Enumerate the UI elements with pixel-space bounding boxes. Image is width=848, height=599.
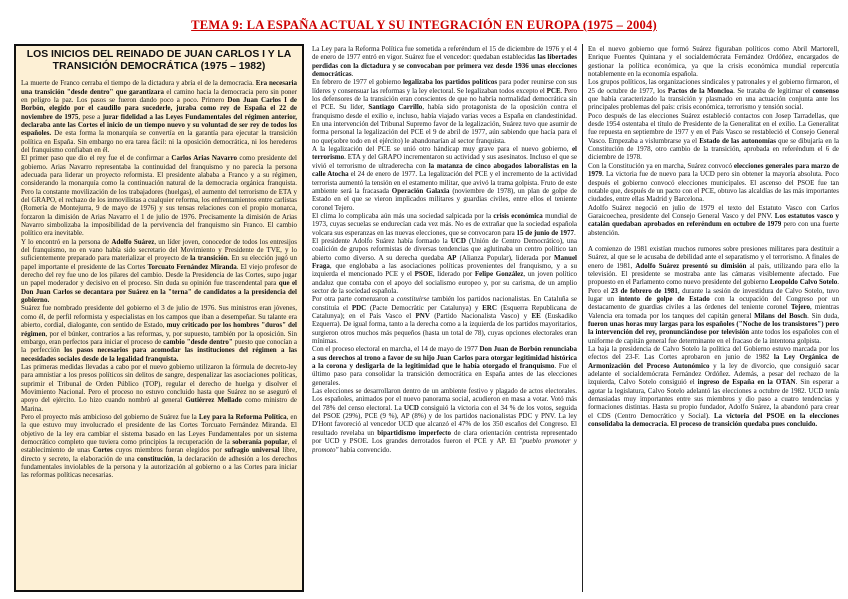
text-run: había convencido.	[338, 445, 392, 454]
text-run: , liderado por	[432, 270, 475, 279]
italic-text: constituirse	[396, 295, 430, 304]
text-run: Los grupos políticos, las organizaciones sindicales y patronales y el gobierno firmaron, el 25 de octubre de 1977, los	[588, 78, 839, 95]
text-run: Por otra parte comenzaron a	[312, 295, 397, 304]
text-run: , el establecimiento de unas	[21, 437, 297, 455]
text-run: (Partido Nacionalista Vasco) y	[429, 312, 532, 320]
text-run: . Sin esperar a agotar la legislatura, Calvo Sotelo adelantó las elecciones a octubre de 1982. UCD tenía demasiadas muy importantes entre sus miembros y dio paso a cuatro tendencias y formaciones distintas. Hasta su propio fundador, Adolfo Suárez, la abandonó para crear el CDS (Centro Democrático y Social).	[588, 378, 839, 420]
text-run: , un líder joven, conocedor de todos los entresijos del franquismo, no en vano había sido secretario del Movimiento y Presidente de TVE, y lo suficientemente preparado para materializar el proyecto de	[21, 237, 297, 263]
bold-text: Carlos Arias Navarro	[171, 154, 238, 163]
text-run: (Euskadiko Ezquerra). De igual forma, tanto a la derecha como a la izquierda de los partidos mayoritarios, surgieron otros muchos más pequeños (hasta un total de 78), cuyas opciones electorales eran mínimas.	[312, 312, 577, 346]
bold-text: PDC	[351, 303, 367, 312]
paragraph	[588, 345, 839, 428]
paragraph	[588, 162, 839, 204]
text-run: (Alianza Popular), liderada por	[456, 253, 555, 262]
page-title: TEMA 9: LA ESPAÑA ACTUAL Y SU INTEGRACIÓN EN EUROPA (1975 – 2004)	[191, 18, 657, 32]
bold-text: UCD	[450, 236, 466, 245]
bold-text: Don Juan de Borbón renunciaba a sus derechos al trono a favor de su hijo Juan Carlos para otorgar legitimidad histórica a la corona y desligarla de la legitimidad que le había otorgado el franquismo	[312, 345, 577, 371]
bold-text: fueron unas horas muy largas para los españoles ("Noche de los transistores") pero la intervención del rey, pronunciándose por televisión	[588, 320, 839, 337]
text-run: . ETA y del GRAPO incrementaron su actividad y sus asesinatos. Incluso el que se vivió el terrorismo de ultraderecha con	[312, 153, 577, 170]
text-run: Adolfo Suárez negoció en julio de 1979 el texto del Estatuto Vasco con Carlos Garaicoechea, presidente del Consejo General Vasco y del PNV.	[588, 203, 839, 220]
bold-text: Torcuato Fernández Miranda	[147, 262, 237, 271]
text-run: El clima lo complicaba aún más una sociedad salpicada por la	[312, 211, 494, 220]
bold-text: AP	[447, 253, 457, 262]
text-run: , en la que estuvo muy involucrado el presidente de las Cortes Torcuato Fernández Miranda. El objetivo de la ley era cambiar el sistema basado en las Leyes Fundamentales por un sistema democrático completo que tuviera como principios la recuperación de la	[21, 412, 298, 446]
paragraph	[21, 238, 297, 305]
bold-text: Don Juan Carlos I de Borbón, elegido por el caudillo para sucederle, juraba como rey de España el 22 de noviembre de 1975	[21, 95, 297, 121]
text-run: , había sido protagonista de la oposición contra el franquismo desde el exilio e, incluso, había viajado varias veces a España en clandestinidad. En una intervención del Tribunal Supremo favor de la legalización, Suárez tuvo que asumir de forma personal la legalización del PCE el 9 de abril de 1977, aún sabiendo que hacía para el no que(sobre todo en el ejército) le abandonarían al sector franquista.	[312, 103, 577, 145]
text-run: . Sin duda,	[807, 311, 839, 320]
bold-text: la Ley Orgánica de Armonización del Proceso Autonómico	[588, 353, 840, 370]
bold-text: la matanza de cinco abogados laboralistas en la calle Atocha	[312, 161, 577, 179]
bold-text: bipartidismo imperfecto	[377, 428, 451, 437]
text-run: .	[351, 70, 354, 79]
text-run: El primer paso que dio el rey fue el de confirmar a	[21, 154, 172, 163]
paragraph	[312, 237, 577, 295]
text-run: , que englobaba a las asociaciones políticas provenientes del franquismo, y a su izquierda el mencionado PCE y el	[312, 261, 577, 279]
text-run: . El viejo profesor de derecho del rey fue uno de los pilares del cambio. Desde la Presidencia de las Cortes, supo jugar un papel moderador y decisivo en el proceso. Sin duda su opinión fue trascendental para	[21, 262, 297, 288]
text-run: pero con una fuerte abstención.	[588, 220, 839, 237]
text-run: Poco después de las elecciones Suárez estableció contactos con Josep Tarradellas, que desde 1954 ostentaba el título de Presidente de la Generalitat en el exilio. La Generalitat fue repuesta en septiembre de 1977 y en el País Vasco se restableció el Consejo General Vasco. Empezaba a vislumbrarse ya el	[588, 111, 839, 145]
text-run: con la ocupación del Congreso por un destacamento de guardias civiles a las órdenes del teniente coronel	[588, 294, 839, 312]
bold-text: UCD	[403, 403, 419, 412]
paragraph	[21, 363, 297, 413]
text-run: En el nuevo gobierno que formó Suárez figuraban políticos como Abril Martorell, Enrique Fuentes Quintana y el socialdemócrata Fernández Ordóñez, encargados de gestionar la política económica, ya que la crisis económica mundial repercutía notablemente en la economía española.	[588, 45, 839, 79]
text-run: Pero el proyecto más ambicioso del gobierno de Suárez fue la	[21, 412, 199, 421]
text-run: ante todos los españoles con el uniforme de capitán general fue determinante en el fracaso de la intentona golpista.	[588, 328, 840, 345]
text-run: mundial de 1973, cuyas secuelas se endurecían cada vez más. No es de extrañar que la sociedad española volcara sus esperanzas en las nuevas elecciones, que se convocaron para	[312, 211, 577, 237]
text-run: . La victoria fue de nuevo para la UCD pero sin obtener la mayoría absoluta. Poco después el gobierno convocó elecciones municipales. El ascenso del PSOE fue tan notable que, después de un pacto con el PCE, obtuvo las alcaldías de las más importantes ciudades, entre ellas Madrid y Barcelona.	[588, 170, 839, 204]
paragraph	[21, 154, 297, 237]
text-run: , mientras Valencia era tomada por los tanques del capitán general	[588, 303, 839, 320]
text-run: Las elecciones se desarrollaron dentro de un ambiente festivo y plagado de actos electorales. Los españoles, animados por el nuevo panorama social, acudieron en masa a votar. Votó más del 78% del censo electoral. La	[312, 387, 577, 412]
paragraph	[21, 79, 297, 154]
bold-text: ingreso de España en la OTAN	[697, 378, 796, 387]
text-run: consiguió la victoria con el 34 % de los votos, seguida del PSOE (29%), PCE (9 %), AP (8%) y de los partidos nacionalistas PDC y PNV. La ley D'Hont favoreció al vencedor UCD que alcanzó el 47% de los 350 escaños del Congreso. El resultado revelaba un	[312, 403, 577, 437]
text-run: . Se trataba de legitimar el	[733, 86, 813, 95]
text-run: , un joven político andaluz que contaba con el apoyo del socialismo europeo y, por su carisma, de un amplio sector de la sociedad española.	[312, 270, 577, 295]
bold-text: legalizaba los partidos políticos	[402, 78, 498, 87]
bold-text: soberanía popular	[232, 437, 288, 446]
text-run: libre, directo y secreto, la elaboración de una	[21, 446, 297, 463]
bold-text: sufragio universal	[224, 446, 280, 455]
text-run: .	[574, 228, 576, 237]
paragraph	[312, 45, 577, 78]
text-run: En febrero de 1977 el gobierno	[312, 78, 403, 87]
paragraph	[21, 413, 297, 480]
paragraph	[312, 145, 577, 212]
bold-text: Ley para la Reforma Política	[198, 412, 287, 421]
bold-text: elecciones generales para marzo de 1979	[588, 161, 839, 179]
paragraph	[588, 78, 839, 111]
bold-text: ERC	[482, 303, 497, 312]
column-inicios-reinado	[14, 44, 304, 592]
column-divider	[582, 44, 583, 592]
paragraph	[312, 212, 577, 237]
text-run: (Unión de Centro Democrático), una coalición de grupos reformistas de diversas tendencias que aglutinaba un centro político tan abierto como diverso. A su derecha quedaba	[312, 236, 577, 262]
bold-text: que el Don Juan Carlos se decantara por Suárez en la "terna" de candidatos a la presidencia del gobierno.	[21, 279, 297, 305]
italic-text: "pueblo promoter y promoto"	[312, 437, 577, 454]
text-run: A comienzo de 1981 existían muchos rumores sobre presiones militares para destituir a Suárez, al que se le acusaba de debilidad ante el separatismo y el terrorismo. A finales de enero de 1981,	[588, 244, 839, 270]
text-run: para poder reunirse con sus líderes y consensuar las reformas y la ley electoral. Se legalizaban todos excepto el	[312, 78, 577, 95]
bold-text: Era necesaria una transición "desde dentro" que garantizara	[21, 79, 297, 96]
paragraph	[588, 245, 839, 345]
text-run: (noviembre de 1978), un plan de golpe de Estado en el que se vieron implicados militares y guardias civiles, entre ellos el teniente coronel Tejero.	[312, 186, 577, 212]
text-run: Las primeras medidas llevadas a cabo por el nuevo gobierno utilizaron la fórmula de decreto-ley para amnistiar a los presos políticos sin delitos de sangre, despenalizar las asociaciones políticas, suprimir el Tribunal de Orden Público (TOP), regular el derecho de huelga y disolver el Movimiento Nacional. Pero el proceso no estuvo concluido hasta que Suárez no se aseguró el apoyo del ejército. Lo hizo cuando nombró al general	[21, 362, 297, 405]
bold-text: PCE	[546, 86, 561, 95]
text-run: al país, utilizando para ello la televisión. El presidente se mostraba ante las cámaras visiblemente afectado. Fue propuesto en el Parlamento como nuevo presidente del gobierno	[588, 261, 839, 287]
text-run: Suárez fue nombrado presidente del gobierno el 3 de julio de 1976. Sus ministros eran jóvenes, como él, de perfil reformista y especialistas en los campos que iban a desempeñar. Su talante era abierto, cordial, dialogante, con sentido de Estado,	[21, 304, 297, 330]
text-run: (Pacte Democràtic per Catalunya) y	[366, 303, 483, 312]
text-run: , durante la sesión de investidura de Calvo Sotelo, tuvo lugar un	[588, 286, 839, 303]
bold-text: Leopoldo Calvo Sotelo	[769, 278, 838, 287]
bold-text: Milans del Bosch	[754, 311, 808, 320]
text-run: y la ley de divorcio, que consiguió sacar adelante el socialdemócrata Fernández Ordóñez. Además, a pesar del rechazo de la izquierda, Calvo Sotelo consiguió el	[588, 361, 839, 387]
text-run: puesto que conocían a la perfección	[21, 337, 297, 355]
bold-text: constitución	[137, 454, 174, 463]
bold-text: Tejero	[790, 303, 810, 312]
text-run: . Pero el	[588, 278, 839, 295]
text-run: Con la Constitución ya en marcha, Suárez convocó	[588, 161, 734, 170]
paragraph	[312, 345, 577, 387]
bold-text: 15 de junio de 1977	[516, 228, 575, 237]
text-run: que había caracterizado la transición y plasmado en una actuación conjunta ante los principales problemas del país: crisis económica, terrorismo y tensión social.	[588, 95, 839, 112]
column-reforma-politica	[309, 44, 580, 592]
bold-text: intento de golpe de Estado	[618, 294, 710, 303]
bold-text: Estado de las autonomías	[699, 136, 776, 145]
paragraph	[312, 387, 577, 454]
bold-text: Manuel Fraga	[312, 253, 577, 270]
text-run: . En su elección jugó un papel importante el presidente de las Cortes	[21, 254, 298, 271]
bold-text: consenso	[812, 86, 839, 95]
bold-text: la transición	[190, 254, 228, 263]
text-run: . Pero los defensores de la transición eran conscientes de que no habría normalidad democrática sin el PCE. Su líder,	[312, 86, 577, 112]
bold-text: EE	[531, 312, 541, 320]
text-run: , por el búnker, contrarios a las reformas, y, por supuesto, también por la oposición. Sin embargo, eran perfectos para iniciar el proceso de	[21, 329, 297, 346]
text-run: , pese a	[78, 112, 103, 121]
text-run: también los partidos nacionalistas. En Cataluña se constituía el	[312, 295, 577, 312]
bold-text: cambio "desde dentro"	[163, 337, 233, 346]
paragraph	[588, 45, 839, 78]
text-run: La baja la presidencia de Calvo Sotelo la política del Gobierno estuvo marcada por los efectos del 23-F. Las Cortes aprobaron en junio de 1982	[588, 345, 839, 362]
paragraph	[588, 204, 839, 237]
bold-text: Gutiérrez Mellado	[185, 396, 242, 405]
text-run: como ministro de Marina.	[21, 396, 297, 413]
bold-text: Los estatutos vasco y catalán quedaban aprobados en referéndum en octubre de 1979	[588, 211, 839, 229]
text-run: cuyos miembros fueran elegidos por	[112, 446, 225, 455]
bold-text: jurar fidelidad a las Leyes Fundamentales del régimen anterior, declaraba ante las Cortes el inicio de un tiempo nuevo y su voluntad de ser rey de todos los españoles.	[21, 112, 297, 138]
bold-text: PSOE	[414, 270, 433, 279]
text-run: A la legalización del PCE se unió otro hándicap muy grave para el nuevo gobierno,	[312, 145, 572, 154]
text-run: el 24 de enero de 1977. La legalización del PCE y el incremento de la actividad terrorista aumentó la tensión en el estamento militar, que avivó la trama golpista. Fruto de este ambiente será la fracasada	[312, 170, 578, 195]
paragraph	[588, 112, 839, 162]
bold-text: Adolfo Suárez	[111, 237, 155, 246]
paragraph	[21, 304, 297, 362]
bold-text: los pasos necesarios para acomodar las instituciones del régimen a las necesidades sociales desde de la legalidad franquista.	[21, 346, 297, 363]
text-run: Con el proceso electoral en marcha, el 14 de mayo de 1977	[312, 345, 480, 354]
text-run: La Ley para la Reforma Política fue sometida a referéndum el 15 de diciembre de 1976 y el 4 de enero de 1977 entró en vigor. Suárez fue el vencedor: quedaban establecidas	[312, 45, 577, 62]
text-run: La muerte de Franco cerraba el tiempo de la dictadura y abría el de la democracia.	[21, 79, 256, 88]
text-run: que se dibujaría en la Constitución de 1978, otro cambio de la transición, aprobada en referéndum el 6 de diciembre de 1978.	[588, 136, 840, 162]
bold-text: muy criticado por los hombres "duros" del régimen	[21, 321, 297, 338]
column-heading: LOS INICIOS DEL REINADO DE JUAN CARLOS I Y LA TRANSICIÓN DEMOCRÁTICA (1975 – 1982)	[26, 49, 292, 72]
text-run: como presidente del gobierno. Arias Navarro representaba la continuidad del franquismo y no parecía la persona adecuada para liderar un proyecto reformista. El presidente alababa a Franco y a su régimen, considerando la monarquía como la continuación natural de la democracia orgánica franquista. Pero la constante movilización de los trabajadores (huelgas), el aumento del terrorismo de ETA y del GRAPO, el rechazo de los inmovilistas a cualquier reforma, los enfrentamientos entre carlistas (Romería de Montejurra, 9 de mayo de 1976) y sus tensas relaciones con el propio monarca, forzaron la dimisión de Arias Navarro el 1 de julio de 1976. Precisamente la dimisión de Arias Navarro simbolizaba la imposibilidad de la pervivencia del franquismo sin Franco. El cambio político era inevitable.	[21, 154, 297, 238]
text-run: , la declaración de adhesión a los derechos fundamentales inviolables de la persona y la autorización al gobierno o a las Cortes para iniciar las reformas políticas necesarias.	[21, 454, 298, 480]
bold-text: el terrorismo	[312, 145, 577, 162]
bold-text: Pactos de la Moncloa	[667, 86, 734, 95]
bold-text: Adolfo Suárez presentó su dimisión	[635, 261, 747, 270]
bold-text: 23 de febrero de 1981	[610, 286, 678, 295]
text-run: Y lo encontró en la persona de	[21, 237, 112, 246]
bold-text: PNV	[415, 312, 430, 320]
bold-text: las libertades perdidas con la dictadura y se convocaban por primera vez desde 1936 unas elecciones democráticas	[312, 53, 577, 79]
bold-text: Santiago Carrillo	[368, 103, 423, 112]
bold-text: La victoria del PSOE en la elecciones consolidaba la democracia. El proceso de transición quedaba pues concluido.	[588, 411, 839, 429]
text-run: el camino hacia la democracia pero sin poner en peligro la paz. Los pasos se fueron dando poco a poco. Primero	[21, 87, 297, 104]
text-run: El presidente Adolfo Suárez había formado la	[312, 236, 451, 245]
bold-text: Operación Galaxia	[391, 186, 450, 195]
paragraph	[312, 78, 577, 145]
column-gobierno-suarez	[585, 44, 842, 592]
text-run: . Fue el último paso para consolidar la transición democrática en España antes de las elecciones generales.	[312, 362, 577, 387]
text-run: (Esquerra Republicana de Catalunya); en el País Vasco el	[312, 303, 577, 320]
bold-text: crisis económica	[493, 211, 543, 220]
bold-text: Cortes	[92, 446, 113, 455]
paragraph	[312, 295, 577, 345]
text-run: de clara orientación centrista representado por UCD y PSOE. Los grandes derrotados fueron el PCE y AP. El	[312, 428, 577, 446]
bold-text: Felipe González	[474, 270, 524, 279]
text-run: De esta forma la monarquía se convertía en la garantía para ejecutar la transición política en España. Sin embargo no era tarea fácil: ni la oposición democrática, ni los herederos del franquismo confiaban en él.	[21, 129, 297, 154]
